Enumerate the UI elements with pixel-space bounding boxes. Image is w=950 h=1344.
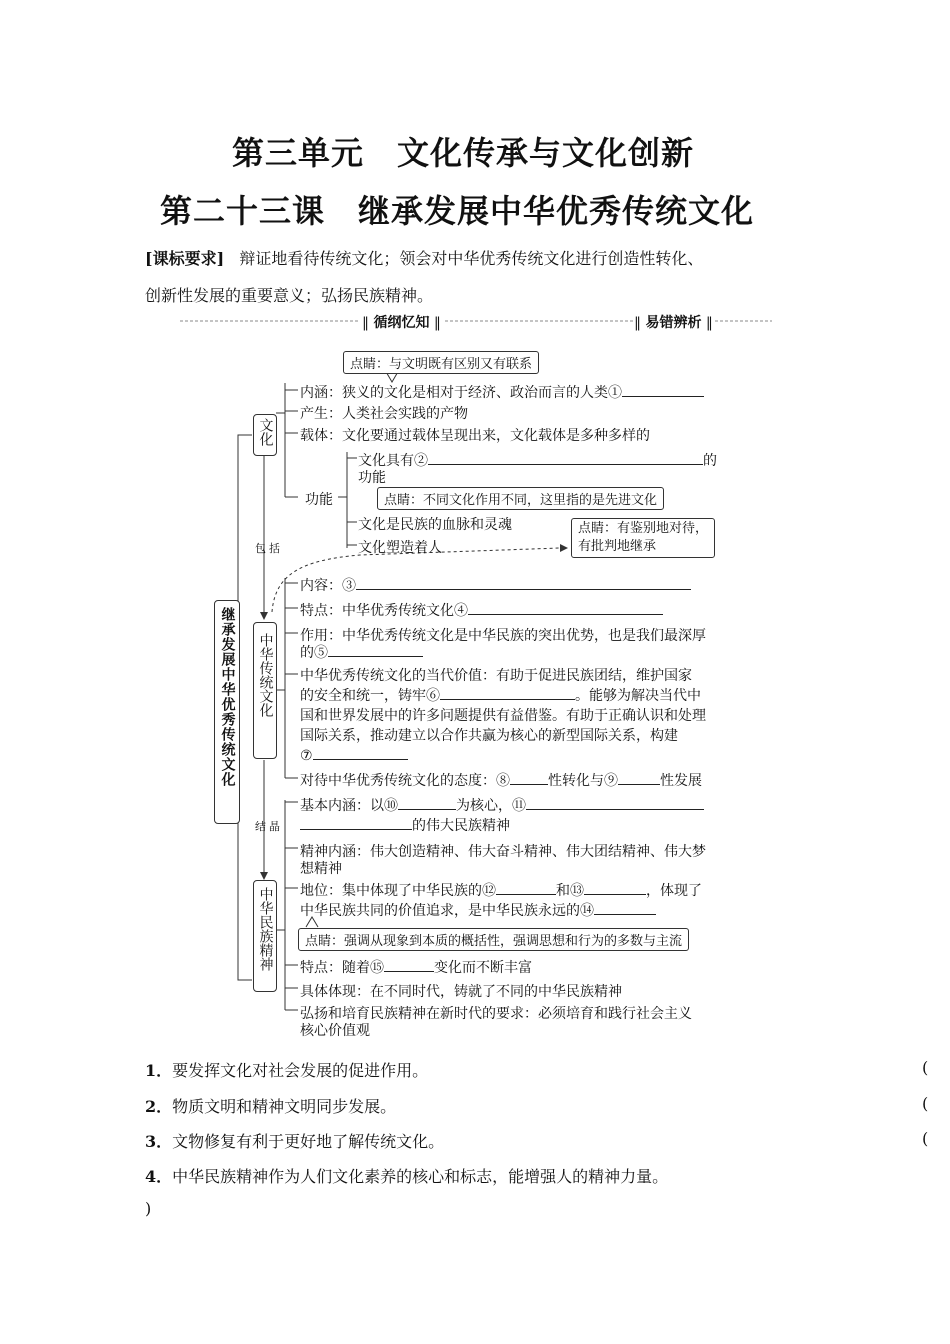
note-1: 点睛：与文明既有区别又有联系 xyxy=(343,351,539,374)
spirit-juti: 具体体现：在不同时代，铸就了不同的中华民族精神 xyxy=(300,984,622,1000)
question-3-mark: ( xyxy=(922,1129,929,1148)
culture-neihan: 内涵：狭义的文化是相对于经济、政治而言的人类① xyxy=(300,382,704,402)
lesson-title: 第二十三课 继承发展中华优秀传统文化 xyxy=(160,192,755,230)
spirit-basic2: 的伟大民族精神 xyxy=(300,815,510,835)
tradition-value1: 中华优秀传统文化的当代价值：有助于促进民族团结，维护国家 xyxy=(300,668,692,684)
spirit-basic: 基本内涵：以⑩ 为核心，⑪ xyxy=(300,795,704,815)
culture-func1c: 功能 xyxy=(358,470,386,486)
question-3: 3．文物修复有利于更好地了解传统文化。 xyxy=(145,1132,445,1151)
tradition-zuoyong2: 的⑤ xyxy=(300,642,423,662)
culture-func3: 文化塑造着人 xyxy=(358,540,442,556)
culture-func2: 文化是民族的血脉和灵魂 xyxy=(358,517,512,533)
spirit-hongyang2: 核心价值观 xyxy=(300,1023,370,1039)
link-include: 包括 xyxy=(255,542,283,555)
spirit-hongyang1: 弘扬和培育民族精神在新时代的要求：必须培育和践行社会主义 xyxy=(300,1006,692,1022)
header-right: ‖ 易错辨析 ‖ xyxy=(634,315,713,331)
spirit-jingshen1: 精神内涵：伟大创造精神、伟大奋斗精神、伟大团结精神、伟大梦 xyxy=(300,844,706,860)
question-2-mark: ( xyxy=(922,1094,929,1113)
tradition-value2: 的安全和统一，铸牢⑥ 。能够为解决当代中 xyxy=(300,685,701,705)
question-1: 1．要发挥文化对社会发展的促进作用。 xyxy=(145,1061,429,1080)
note-4: 点睛：强调从现象到本质的概括性，强调思想和行为的多数与主流 xyxy=(298,928,689,951)
unit-title: 第三单元 文化传承与文化创新 xyxy=(232,134,695,172)
tradition-value3: 国和世界发展中的许多问题提供有益借鉴。有助于正确认识和处理 xyxy=(300,708,706,724)
culture-chansheng: 产生：人类社会实践的产物 xyxy=(300,406,468,422)
root-node: 继承发展中华优秀传统文化 xyxy=(214,600,240,824)
tradition-tedian: 特点：中华优秀传统文化④ xyxy=(300,600,663,620)
culture-zaiti: 载体：文化要通过载体呈现出来，文化载体是多种多样的 xyxy=(300,428,650,444)
tradition-value5: ⑦ xyxy=(300,745,408,764)
tradition-value4: 国际关系，推动建立以合作共赢为核心的新型国际关系，构建 xyxy=(300,728,678,744)
question-2: 2．物质文明和精神文明同步发展。 xyxy=(145,1097,397,1116)
question-4-mark: ) xyxy=(145,1199,152,1218)
spirit-tedian: 特点：随着⑮ 变化而不断丰富 xyxy=(300,957,532,977)
question-1-mark: ( xyxy=(922,1058,929,1077)
node-tradition: 中华传统文化 xyxy=(253,622,277,759)
spirit-jingshen2: 想精神 xyxy=(300,861,342,877)
link-crystal: 结晶 xyxy=(255,820,283,833)
tradition-zuoyong1: 作用：中华优秀传统文化是中华民族的突出优势，也是我们最深厚 xyxy=(300,628,706,644)
requirement-line2: 创新性发展的重要意义；弘扬民族精神。 xyxy=(145,286,434,305)
tradition-attitude: 对待中华优秀传统文化的态度：⑧ 性转化与⑨ 性发展 xyxy=(300,770,702,790)
culture-gongneng: 功能 xyxy=(305,492,333,508)
header-left: ‖ 循纲忆知 ‖ xyxy=(362,315,441,331)
requirement-text1: 辩证地看待传统文化；领会对中华优秀传统文化进行创造性转化、 xyxy=(239,249,704,268)
tradition-neirong: 内容：③ xyxy=(300,575,691,595)
note-2: 点睛：不同文化作用不同，这里指的是先进文化 xyxy=(377,487,664,510)
spirit-diwei2: 中华民族共同的价值追求，是中华民族永远的⑭ xyxy=(300,900,656,920)
question-4: 4．中华民族精神作为人们文化素养的核心和标志，能增强人的精神力量。 xyxy=(145,1167,669,1186)
node-spirit: 中华民族精神 xyxy=(253,880,277,992)
node-culture: 文化 xyxy=(253,414,277,456)
note-3: 点睛：有鉴别地对待， 有批判地继承 xyxy=(571,518,715,558)
requirement-tag: [课标要求] xyxy=(145,249,225,268)
culture-func1: 文化具有② 的 xyxy=(358,450,717,470)
spirit-diwei: 地位：集中体现了中华民族的⑫ 和⑬ ，体现了 xyxy=(300,880,702,900)
